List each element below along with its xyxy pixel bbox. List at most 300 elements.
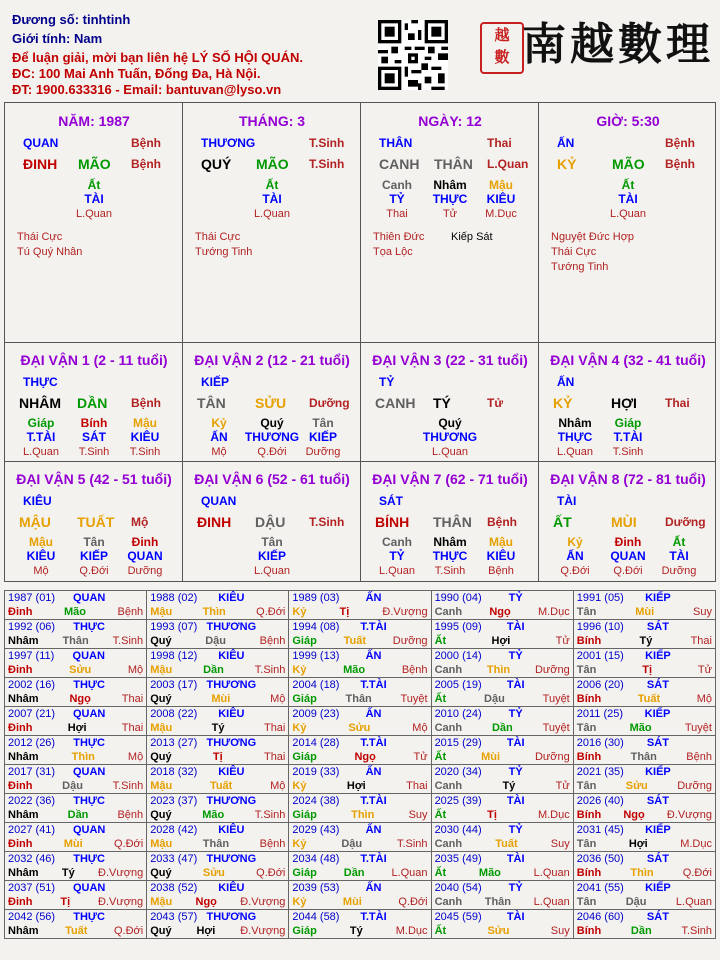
pillar-ten-god: THÂN bbox=[379, 136, 413, 150]
year-stage: Dưỡng bbox=[534, 751, 570, 763]
year-stem: Canh bbox=[434, 896, 463, 908]
year-cell bbox=[147, 794, 289, 823]
luck-branch: THÂN bbox=[433, 514, 472, 530]
luck-stem: KỶ bbox=[553, 395, 573, 411]
year-branch: Tý bbox=[349, 925, 363, 937]
luck-stage: Dưỡng bbox=[309, 396, 350, 410]
year-ten-god: KIÊU bbox=[218, 766, 245, 778]
year-label: 2004 (18) bbox=[292, 679, 340, 691]
year-ten-god: T.TÀI bbox=[360, 795, 387, 807]
year-stem: Quý bbox=[150, 809, 172, 821]
year-label: 2026 (40) bbox=[576, 795, 624, 807]
year-label: 2002 (16) bbox=[8, 679, 56, 691]
hidden-stem: Canh bbox=[382, 178, 412, 192]
year-label: 2042 (56) bbox=[8, 911, 56, 923]
year-label: 2014 (28) bbox=[292, 737, 340, 749]
year-ten-god: QUAN bbox=[72, 766, 106, 778]
luck-ten-god: THỰC bbox=[23, 375, 58, 389]
pillar-title: GIỜ: 5:30 bbox=[596, 113, 660, 129]
luck-hidden-stem: Giáp bbox=[614, 416, 642, 430]
year-branch: Dần bbox=[203, 664, 224, 676]
year-branch: Tý bbox=[502, 780, 516, 792]
year-branch: Ngọ bbox=[354, 751, 376, 763]
luck-ten-god: TỶ bbox=[379, 375, 395, 389]
year-stage: Mộ bbox=[127, 664, 144, 676]
year-stage: Thai bbox=[263, 722, 286, 734]
year-label: 2001 (15) bbox=[576, 650, 624, 662]
year-branch: Sửu bbox=[625, 780, 648, 792]
year-label: 2045 (59) bbox=[434, 911, 482, 923]
year-cell bbox=[289, 736, 431, 765]
year-branch: Thân bbox=[62, 635, 89, 647]
year-stage: Tử bbox=[555, 780, 570, 792]
year-stem: Nhâm bbox=[8, 693, 39, 705]
year-stage: M.Dục bbox=[680, 838, 712, 850]
year-ten-god: TỶ bbox=[508, 708, 523, 720]
year-branch: Ngọ bbox=[195, 896, 217, 908]
year-branch: Sửu bbox=[487, 925, 510, 937]
luck-hidden-stage: T.Sinh bbox=[434, 565, 466, 577]
luck-hidden-stage: L.Quan bbox=[556, 446, 594, 458]
year-branch: Dần bbox=[343, 867, 365, 879]
year-stage: Dưỡng bbox=[534, 664, 570, 676]
year-branch: Mão bbox=[343, 664, 366, 676]
year-ten-god: SÁT bbox=[646, 911, 669, 923]
year-stage: Thai bbox=[406, 780, 428, 792]
year-ten-god: KIÊU bbox=[218, 882, 245, 894]
year-stage: Suy bbox=[550, 838, 570, 850]
year-stage: Tử bbox=[413, 751, 428, 763]
luck-branch: DẬU bbox=[255, 514, 286, 530]
year-stem: Ất bbox=[434, 751, 447, 763]
year-label: 2033 (47) bbox=[150, 853, 198, 865]
year-cell bbox=[5, 591, 147, 620]
year-cell bbox=[147, 736, 289, 765]
luck-branch: TÝ bbox=[433, 395, 451, 411]
year-branch: Sửu bbox=[69, 664, 92, 676]
year-label: 2038 (52) bbox=[150, 882, 198, 894]
year-branch: Tý bbox=[61, 867, 75, 879]
year-stem: Mậu bbox=[150, 896, 173, 908]
year-stem: Canh bbox=[434, 722, 463, 734]
year-label: 2019 (33) bbox=[292, 766, 340, 778]
year-cell bbox=[5, 620, 147, 649]
luck-stage: Bệnh bbox=[487, 515, 517, 529]
year-stem: Giáp bbox=[292, 751, 317, 763]
luck-pillar-title: ĐẠI VẬN 2 (12 - 21 tuổi) bbox=[194, 352, 350, 368]
year-stage: L.Quan bbox=[391, 867, 428, 879]
year-branch: Tuất bbox=[343, 635, 367, 647]
year-ten-god: TỶ bbox=[508, 824, 523, 836]
year-ten-god: SÁT bbox=[646, 795, 669, 807]
luck-pillar-title: ĐẠI VẬN 7 (62 - 71 tuổi) bbox=[372, 471, 528, 487]
year-stem: Nhâm bbox=[8, 925, 39, 937]
year-cell bbox=[431, 707, 573, 736]
year-stage: Thai bbox=[690, 635, 712, 647]
luck-ten-god: SÁT bbox=[379, 494, 403, 508]
year-cell bbox=[5, 823, 147, 852]
year-branch: Thân bbox=[202, 838, 230, 850]
pillar-ten-god: THƯƠNG bbox=[201, 136, 256, 150]
luck-branch: SỬU bbox=[255, 395, 287, 411]
year-cell bbox=[573, 649, 715, 678]
year-cell bbox=[147, 852, 289, 881]
year-stage: Tử bbox=[555, 635, 570, 647]
luck-hidden-stage: Bệnh bbox=[488, 565, 514, 577]
year-cell bbox=[5, 794, 147, 823]
luck-hidden-stem: Quý bbox=[438, 416, 462, 430]
year-branch: Dần bbox=[67, 809, 89, 821]
year-stem: Kỷ bbox=[292, 722, 307, 734]
year-branch: Hợi bbox=[346, 780, 366, 792]
year-stage: Tuyệt bbox=[542, 693, 570, 705]
year-stage: L.Quan bbox=[533, 867, 570, 879]
year-branch: Tý bbox=[211, 722, 225, 734]
year-branch: Tị bbox=[60, 896, 71, 908]
year-cell bbox=[431, 794, 573, 823]
year-ten-god: THƯƠNG bbox=[206, 853, 257, 865]
year-branch: Hợi bbox=[67, 722, 87, 734]
year-stem: Ất bbox=[434, 693, 447, 705]
qr-code-icon bbox=[378, 20, 448, 90]
year-cell bbox=[147, 765, 289, 794]
year-stem: Mậu bbox=[150, 606, 173, 618]
luck-pillar-title: ĐẠI VẬN 1 (2 - 11 tuổi) bbox=[20, 352, 168, 368]
pillar-stem: CANH bbox=[379, 156, 420, 172]
year-stage: Mộ bbox=[270, 780, 286, 792]
year-stem: Giáp bbox=[292, 635, 317, 647]
hidden-stem: Ất bbox=[265, 178, 279, 192]
year-stem: Nhâm bbox=[8, 751, 39, 763]
luck-hidden-ten-god: KIÊU bbox=[26, 549, 56, 563]
pillar-branch: MÃO bbox=[78, 156, 111, 172]
hidden-stage: L.Quan bbox=[253, 208, 291, 220]
year-branch: Mùi bbox=[635, 606, 655, 618]
year-stage: Đ.Vượng bbox=[240, 896, 286, 908]
luck-stem: ẤT bbox=[553, 514, 572, 530]
year-ten-god: ẤN bbox=[365, 650, 382, 662]
year-stage: Mộ bbox=[127, 751, 144, 763]
year-cell bbox=[573, 736, 715, 765]
year-stem: Tân bbox=[576, 664, 597, 676]
year-branch: Mùi bbox=[342, 896, 362, 908]
luck-hidden-ten-god: TÀI bbox=[669, 549, 689, 563]
luck-stage: Thai bbox=[665, 396, 690, 410]
year-stage: M.Dục bbox=[395, 925, 428, 937]
luck-hidden-stem: Tân bbox=[261, 535, 283, 549]
year-label: 2031 (45) bbox=[576, 824, 624, 836]
luck-hidden-ten-god: T.TÀI bbox=[26, 430, 56, 444]
year-stage: T.Sinh bbox=[681, 925, 712, 937]
year-stem: Quý bbox=[150, 867, 172, 879]
year-stem: Nhâm bbox=[8, 809, 39, 821]
luck-ten-god: QUAN bbox=[201, 494, 237, 508]
year-stage: Bệnh bbox=[117, 809, 144, 821]
luck-hidden-ten-god: THƯƠNG bbox=[422, 430, 478, 444]
year-cell bbox=[5, 678, 147, 707]
luck-hidden-stem: Giáp bbox=[27, 416, 55, 430]
year-branch: Mão bbox=[478, 867, 501, 879]
luck-branch: HỢI bbox=[611, 395, 637, 411]
year-stage: M.Dục bbox=[537, 606, 570, 618]
luck-ten-god: KIẾP bbox=[201, 375, 230, 389]
year-stem: Giáp bbox=[292, 867, 317, 879]
hidden-stage: Tử bbox=[442, 208, 458, 220]
year-stem: Nhâm bbox=[8, 867, 39, 879]
year-ten-god: KIÊU bbox=[218, 824, 245, 836]
year-ten-god: TÀI bbox=[506, 679, 525, 691]
star-label: Nguyệt Đức Hợp bbox=[551, 231, 635, 243]
year-stage: Tuyệt bbox=[400, 693, 428, 705]
year-stem: Kỷ bbox=[292, 838, 307, 850]
year-stem: Kỷ bbox=[292, 780, 307, 792]
year-stem: Nhâm bbox=[8, 635, 39, 647]
luck-hidden-stem: Kỷ bbox=[211, 416, 227, 430]
pillar-branch: MÃO bbox=[612, 156, 645, 172]
year-label: 2043 (57) bbox=[150, 911, 198, 923]
hidden-stem: Nhâm bbox=[433, 178, 467, 192]
year-label: 1993 (07) bbox=[150, 621, 198, 633]
luck-ten-god: KIÊU bbox=[23, 494, 52, 508]
pillar-stem: KỶ bbox=[557, 156, 577, 172]
year-ten-god: KIẾP bbox=[645, 650, 671, 662]
year-stem: Quý bbox=[150, 925, 172, 937]
year-stage: Q.Đới bbox=[682, 867, 712, 879]
luck-hidden-ten-god: KIÊU bbox=[130, 430, 160, 444]
luck-hidden-stage: Mộ bbox=[211, 446, 227, 458]
star-label: Thái Cực bbox=[195, 231, 241, 243]
luck-hidden-stage: Mộ bbox=[33, 565, 49, 577]
year-stem: Mậu bbox=[150, 722, 173, 734]
year-label: 1988 (02) bbox=[150, 592, 198, 604]
year-label: 2013 (27) bbox=[150, 737, 198, 749]
year-cell bbox=[289, 620, 431, 649]
year-ten-god: THỰC bbox=[73, 621, 105, 633]
luck-hidden-stage: T.Sinh bbox=[78, 446, 110, 458]
luck-hidden-stem: Mậu bbox=[133, 416, 157, 430]
year-stage: T.Sinh bbox=[396, 838, 428, 850]
year-cell bbox=[289, 823, 431, 852]
luck-stage: Bệnh bbox=[131, 396, 161, 410]
year-stage: M.Dục bbox=[537, 809, 570, 821]
year-cell bbox=[147, 910, 289, 939]
year-ten-god: QUAN bbox=[72, 824, 106, 836]
year-cell bbox=[573, 910, 715, 939]
year-stem: Tân bbox=[576, 896, 597, 908]
year-ten-god: THỰC bbox=[73, 853, 105, 865]
year-label: 2009 (23) bbox=[292, 708, 340, 720]
year-stem: Bính bbox=[576, 751, 602, 763]
year-cell bbox=[5, 910, 147, 939]
year-cell bbox=[431, 823, 573, 852]
luck-stem: BÍNH bbox=[375, 514, 410, 530]
year-stage: L.Quan bbox=[675, 896, 712, 908]
year-ten-god: TÀI bbox=[506, 795, 525, 807]
luck-hidden-stem: Đinh bbox=[614, 535, 642, 549]
hidden-stem: Ất bbox=[621, 178, 635, 192]
luck-hidden-ten-god: ẤN bbox=[210, 430, 228, 444]
luck-hidden-stem: Ất bbox=[672, 535, 686, 549]
luck-branch: TUẤT bbox=[77, 514, 115, 530]
year-stage: Mộ bbox=[270, 693, 286, 705]
year-stem: Giáp bbox=[292, 809, 317, 821]
year-cell bbox=[289, 765, 431, 794]
year-label: 2024 (38) bbox=[292, 795, 340, 807]
year-stem: Đinh bbox=[8, 664, 33, 676]
luck-pillar-title: ĐẠI VẬN 8 (72 - 81 tuổi) bbox=[550, 471, 706, 487]
luck-hidden-ten-god: T.TÀI bbox=[613, 430, 643, 444]
year-stem: Đinh bbox=[8, 780, 33, 792]
year-ten-god: T.TÀI bbox=[360, 853, 387, 865]
year-label: 1992 (06) bbox=[8, 621, 56, 633]
year-ten-god: THỰC bbox=[73, 679, 105, 691]
year-ten-god: KIÊU bbox=[218, 592, 245, 604]
year-stem: Quý bbox=[150, 751, 172, 763]
year-label: 2027 (41) bbox=[8, 824, 56, 836]
year-cell bbox=[431, 649, 573, 678]
year-cell bbox=[431, 678, 573, 707]
year-label: 1996 (10) bbox=[576, 621, 624, 633]
year-stage: Đ.Vượng bbox=[240, 925, 286, 937]
year-ten-god: KIẾP bbox=[644, 708, 671, 720]
year-branch: Thìn bbox=[351, 809, 375, 821]
year-ten-god: THỰC bbox=[73, 737, 105, 749]
luck-hidden-stem: Nhâm bbox=[558, 416, 592, 430]
year-label: 1994 (08) bbox=[292, 621, 340, 633]
year-label: 2028 (42) bbox=[150, 824, 198, 836]
year-cell bbox=[147, 649, 289, 678]
year-branch: Tuất bbox=[637, 693, 661, 705]
year-stage: Tử bbox=[697, 664, 712, 676]
pillar-branch-stage: L.Quan bbox=[487, 157, 529, 171]
year-cell bbox=[289, 649, 431, 678]
year-stage: Q.Đới bbox=[256, 867, 286, 879]
year-cell bbox=[289, 794, 431, 823]
star-label: Tướng Tinh bbox=[551, 261, 609, 273]
year-label: 2018 (32) bbox=[150, 766, 198, 778]
year-ten-god: ẤN bbox=[365, 882, 382, 894]
luck-hidden-ten-god: KIẾP bbox=[257, 549, 287, 563]
luck-stage: Mộ bbox=[131, 515, 149, 529]
year-branch: Dậu bbox=[625, 896, 647, 908]
year-ten-god: SÁT bbox=[646, 853, 669, 865]
year-stem: Bính bbox=[576, 635, 602, 647]
year-branch: Thìn bbox=[630, 867, 654, 879]
year-label: 1989 (03) bbox=[292, 592, 340, 604]
year-branch: Hợi bbox=[196, 925, 216, 937]
year-stem: Đinh bbox=[8, 722, 33, 734]
year-cell bbox=[5, 852, 147, 881]
year-stage: T.Sinh bbox=[112, 780, 144, 792]
luck-stem: MẬU bbox=[19, 514, 51, 530]
luck-hidden-stem: Mậu bbox=[29, 535, 53, 549]
year-stage: Mộ bbox=[696, 693, 712, 705]
year-branch: Tị bbox=[212, 751, 223, 763]
year-stem: Đinh bbox=[8, 838, 33, 850]
year-label: 1990 (04) bbox=[434, 592, 482, 604]
year-label: 2003 (17) bbox=[150, 679, 198, 691]
year-cell bbox=[147, 881, 289, 910]
pillar-stem: QUÝ bbox=[201, 156, 232, 172]
luck-ten-god: TÀI bbox=[557, 494, 577, 508]
luck-hidden-ten-god: QUAN bbox=[127, 549, 163, 563]
year-branch: Thìn bbox=[202, 606, 226, 618]
year-ten-god: KIẾP bbox=[645, 592, 671, 604]
year-ten-god: TỶ bbox=[508, 650, 523, 662]
year-stage: Q.Đới bbox=[113, 925, 144, 937]
luck-stage: Tử bbox=[487, 396, 504, 410]
year-cell bbox=[573, 823, 715, 852]
year-stage: Q.Đới bbox=[256, 606, 286, 618]
year-ten-god: KIẾP bbox=[645, 882, 671, 894]
year-branch: Ngọ bbox=[489, 606, 511, 618]
luck-hidden-stem: Canh bbox=[382, 535, 412, 549]
year-cell bbox=[431, 910, 573, 939]
year-stem: Giáp bbox=[292, 693, 317, 705]
year-ten-god: T.TÀI bbox=[360, 621, 387, 633]
year-cell bbox=[147, 823, 289, 852]
luck-hidden-stem: Tân bbox=[83, 535, 105, 549]
year-label: 2025 (39) bbox=[434, 795, 482, 807]
hidden-stem: Mậu bbox=[489, 178, 513, 192]
luck-branch: DẦN bbox=[77, 395, 108, 411]
pillar-ten-god: QUAN bbox=[23, 136, 59, 150]
year-stage: Dưỡng bbox=[677, 780, 712, 792]
year-label: 2039 (53) bbox=[292, 882, 340, 894]
year-label: 2032 (46) bbox=[8, 853, 56, 865]
luck-hidden-stage: Dưỡng bbox=[661, 565, 697, 577]
year-stem: Ất bbox=[434, 635, 447, 647]
subject-gender: Giới tính: Nam bbox=[12, 31, 103, 46]
year-label: 1999 (13) bbox=[292, 650, 340, 662]
pillar-stage: T.Sinh bbox=[309, 136, 345, 150]
year-ten-god: TỶ bbox=[508, 592, 523, 604]
year-cell bbox=[5, 736, 147, 765]
star-label: Kiếp Sát bbox=[451, 231, 493, 243]
year-cell bbox=[573, 707, 715, 736]
year-stem: Quý bbox=[150, 693, 172, 705]
year-cell bbox=[289, 852, 431, 881]
chart-grid bbox=[4, 102, 716, 582]
year-stage: Tuyệt bbox=[542, 722, 570, 734]
year-stem: Bính bbox=[576, 867, 602, 879]
luck-hidden-stem: Bính bbox=[80, 416, 108, 430]
luck-hidden-ten-god: KIẾP bbox=[79, 549, 109, 563]
year-label: 2017 (31) bbox=[8, 766, 56, 778]
year-stage: Đ.Vượng bbox=[98, 896, 144, 908]
year-label: 2030 (44) bbox=[434, 824, 482, 836]
hidden-stage: L.Quan bbox=[75, 208, 113, 220]
year-branch: Tuất bbox=[209, 780, 233, 792]
subject-name: Đương số: tinhtinh bbox=[12, 12, 131, 27]
year-stage: Thai bbox=[121, 722, 144, 734]
year-ten-god: KIẾP bbox=[645, 824, 671, 836]
star-label: Tọa Lộc bbox=[373, 246, 413, 258]
year-ten-god: QUAN bbox=[72, 592, 106, 604]
year-label: 2040 (54) bbox=[434, 882, 482, 894]
year-ten-god: KIẾP bbox=[645, 766, 671, 778]
year-stage: Đ.Vượng bbox=[98, 867, 144, 879]
year-branch: Thân bbox=[630, 751, 657, 763]
year-label: 1997 (11) bbox=[8, 650, 55, 662]
pillar-ten-god: ẤN bbox=[557, 136, 575, 150]
year-cell bbox=[431, 736, 573, 765]
year-branch: Tuất bbox=[65, 925, 88, 937]
year-stem: Bính bbox=[576, 925, 602, 937]
luck-hidden-ten-god: ẤN bbox=[566, 549, 584, 563]
year-cell bbox=[289, 881, 431, 910]
year-stem: Quý bbox=[150, 635, 172, 647]
